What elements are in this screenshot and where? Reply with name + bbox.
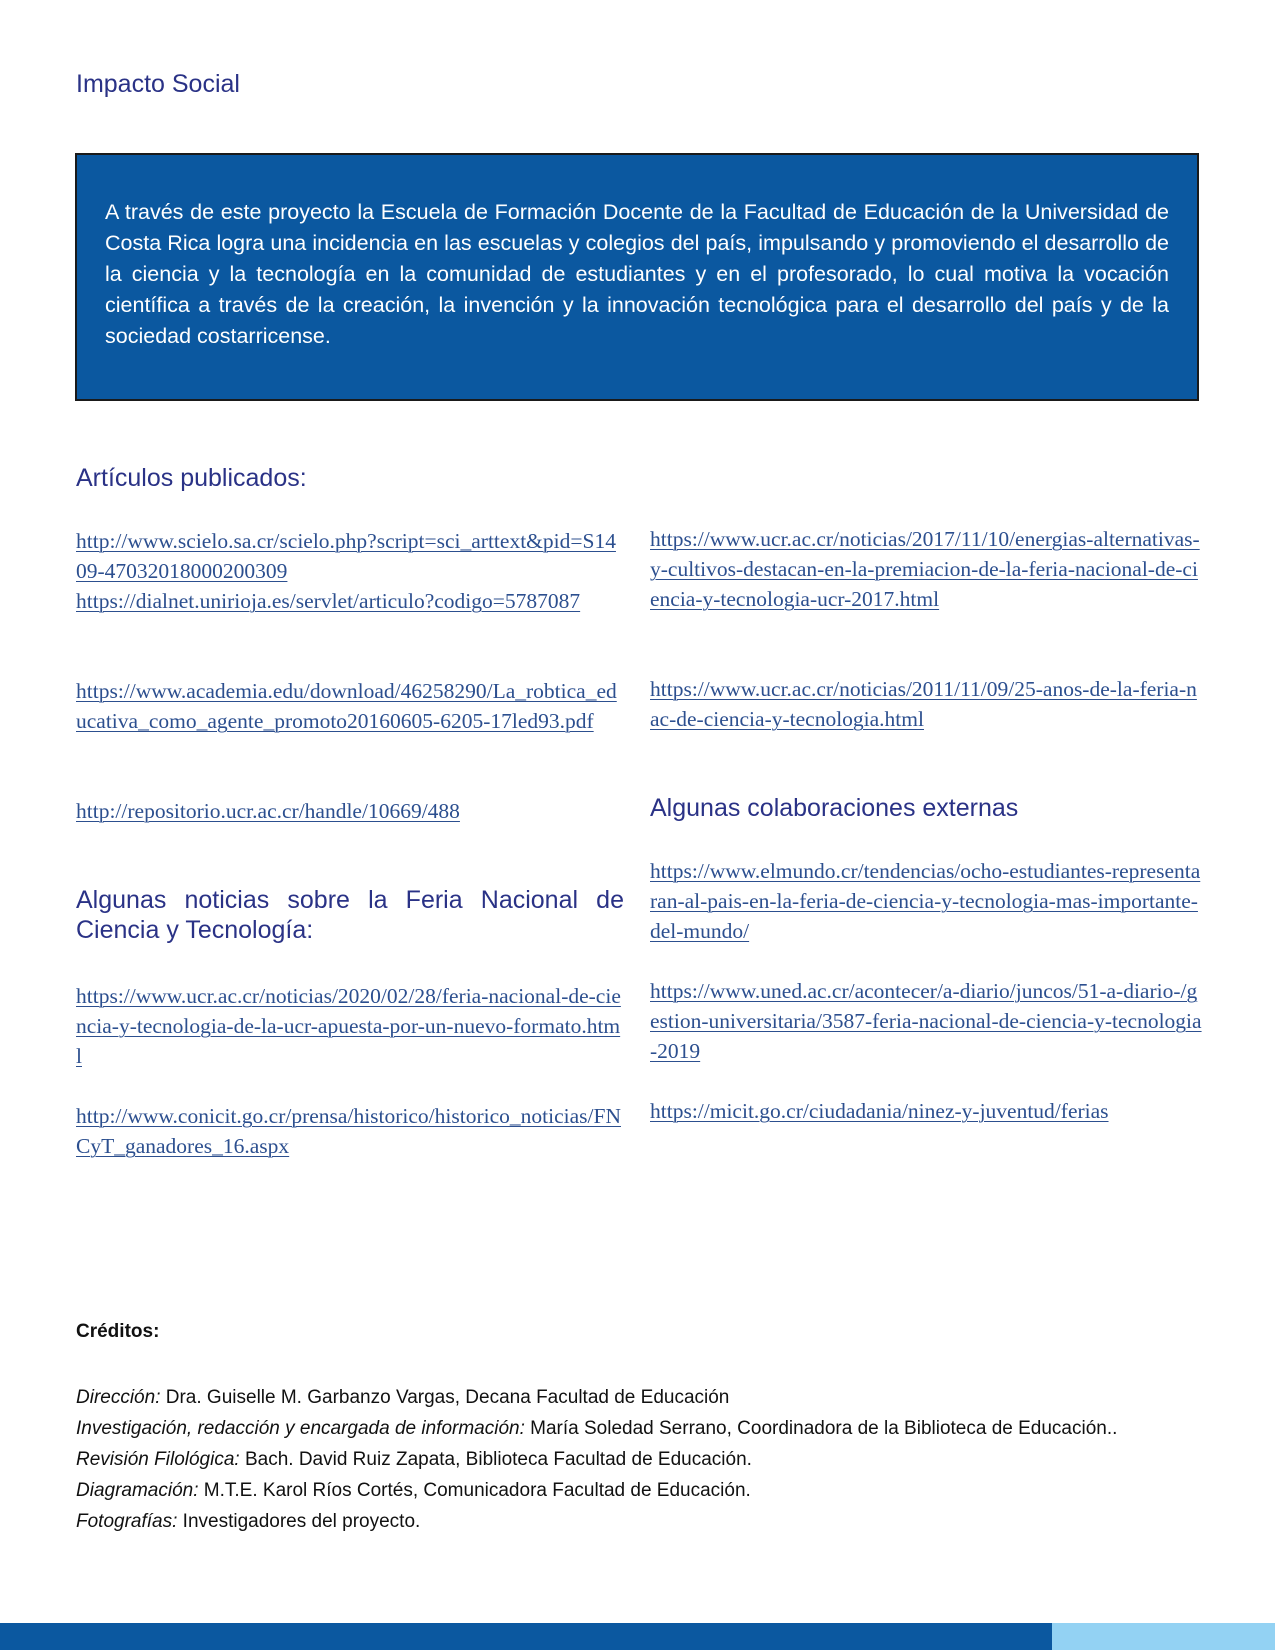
footer-bar xyxy=(0,1623,1052,1650)
credit-role: Investigación, redacción y encargada de información: xyxy=(76,1418,525,1439)
credit-value: María Soledad Serrano, Coordinadora de la Biblioteca de Educación.. xyxy=(524,1418,1118,1439)
credit-value: Investigadores del proyecto. xyxy=(177,1511,421,1532)
article-link-repositorio[interactable]: http://repositorio.ucr.ac.cr/handle/10669/488 xyxy=(76,799,460,823)
credits-list xyxy=(76,1382,1226,1537)
news-link-conicit[interactable]: http://www.conicit.go.cr/prensa/historico/historico_noticias/FNCyT_ganadores_16.aspx xyxy=(76,1104,621,1158)
page-title: Impacto Social xyxy=(76,70,240,98)
external-link-micit[interactable]: https://micit.go.cr/ciudadania/ninez-y-juventud/ferias xyxy=(650,1099,1109,1123)
credit-value: Dra. Guiselle M. Garbanzo Vargas, Decana Facultad de Educación xyxy=(160,1387,730,1408)
credit-diagramacion xyxy=(76,1475,1226,1506)
article-link-academia[interactable]: https://www.academia.edu/download/46258290/La_robtica_educativa_como_agente_promoto20160605-6205-17led93.pdf xyxy=(76,679,617,733)
credit-revision xyxy=(76,1444,1226,1475)
credit-value: Bach. David Ruiz Zapata, Biblioteca Facultad de Educación. xyxy=(239,1449,752,1470)
footer-accent xyxy=(1052,1623,1275,1650)
articles-heading: Artículos publicados: xyxy=(76,464,307,492)
impact-summary-text: A través de este proyecto la Escuela de Formación Docente de la Facultad de Educación de la Universidad de Costa Rica logra una incidencia en las escuelas y colegios del país, impulsando y promoviendo el desarrollo de la ciencia y la tecnología en la comunidad de estudiantes y en el profesorado, lo cual motiva la vocación científica a través de la creación, la invención y la innovación tecnológica para el desarrollo del país y de la sociedad costarricense. xyxy=(105,200,1169,348)
news-link-ucr-2011[interactable]: https://www.ucr.ac.cr/noticias/2011/11/09/25-anos-de-la-feria-nac-de-ciencia-y-tecnologia.html xyxy=(650,677,1197,731)
news-heading: Algunas noticias sobre la Feria Nacional de Ciencia y Tecnología: xyxy=(76,886,624,944)
article-link-scielo[interactable]: http://www.scielo.sa.cr/scielo.php?script=sci_arttext&pid=S1409-47032018000200309 xyxy=(76,529,616,583)
credit-direccion xyxy=(76,1382,1226,1413)
credits-title: Créditos: xyxy=(76,1321,160,1342)
credit-role: Fotografías: xyxy=(76,1511,178,1532)
external-link-elmundo[interactable]: https://www.elmundo.cr/tendencias/ocho-estudiantes-representaran-al-pais-en-la-feria-de-ciencia-y-tecnologia-mas-importante-del-mundo/ xyxy=(650,859,1201,943)
news-link-ucr-2017[interactable]: https://www.ucr.ac.cr/noticias/2017/11/10/energias-alternativas-y-cultivos-destacan-en-la-premiacion-de-la-feria-nacional-de-ciencia-y-tecnologia-ucr-2017.html xyxy=(650,527,1200,611)
credit-value: M.T.E. Karol Ríos Cortés, Comunicadora Facultad de Educación. xyxy=(198,1480,751,1501)
impact-summary-box xyxy=(75,153,1199,401)
credit-fotografias xyxy=(76,1506,1226,1537)
credit-role: Dirección: xyxy=(76,1387,161,1408)
credit-role: Revisión Filológica: xyxy=(76,1449,240,1470)
credit-role: Diagramación: xyxy=(76,1480,199,1501)
article-link-dialnet[interactable]: https://dialnet.unirioja.es/servlet/articulo?codigo=5787087 xyxy=(76,589,581,613)
external-heading: Algunas colaboraciones externas xyxy=(650,794,1019,822)
news-link-ucr-2020[interactable]: https://www.ucr.ac.cr/noticias/2020/02/28/feria-nacional-de-ciencia-y-tecnologia-de-la-ucr-apuesta-por-un-nuevo-formato.html xyxy=(76,984,621,1068)
credit-investigacion xyxy=(76,1413,1226,1444)
external-link-uned[interactable]: https://www.uned.ac.cr/acontecer/a-diario/juncos/51-a-diario-/gestion-universitaria/3587-feria-nacional-de-ciencia-y-tecnologia-2019 xyxy=(650,979,1202,1063)
